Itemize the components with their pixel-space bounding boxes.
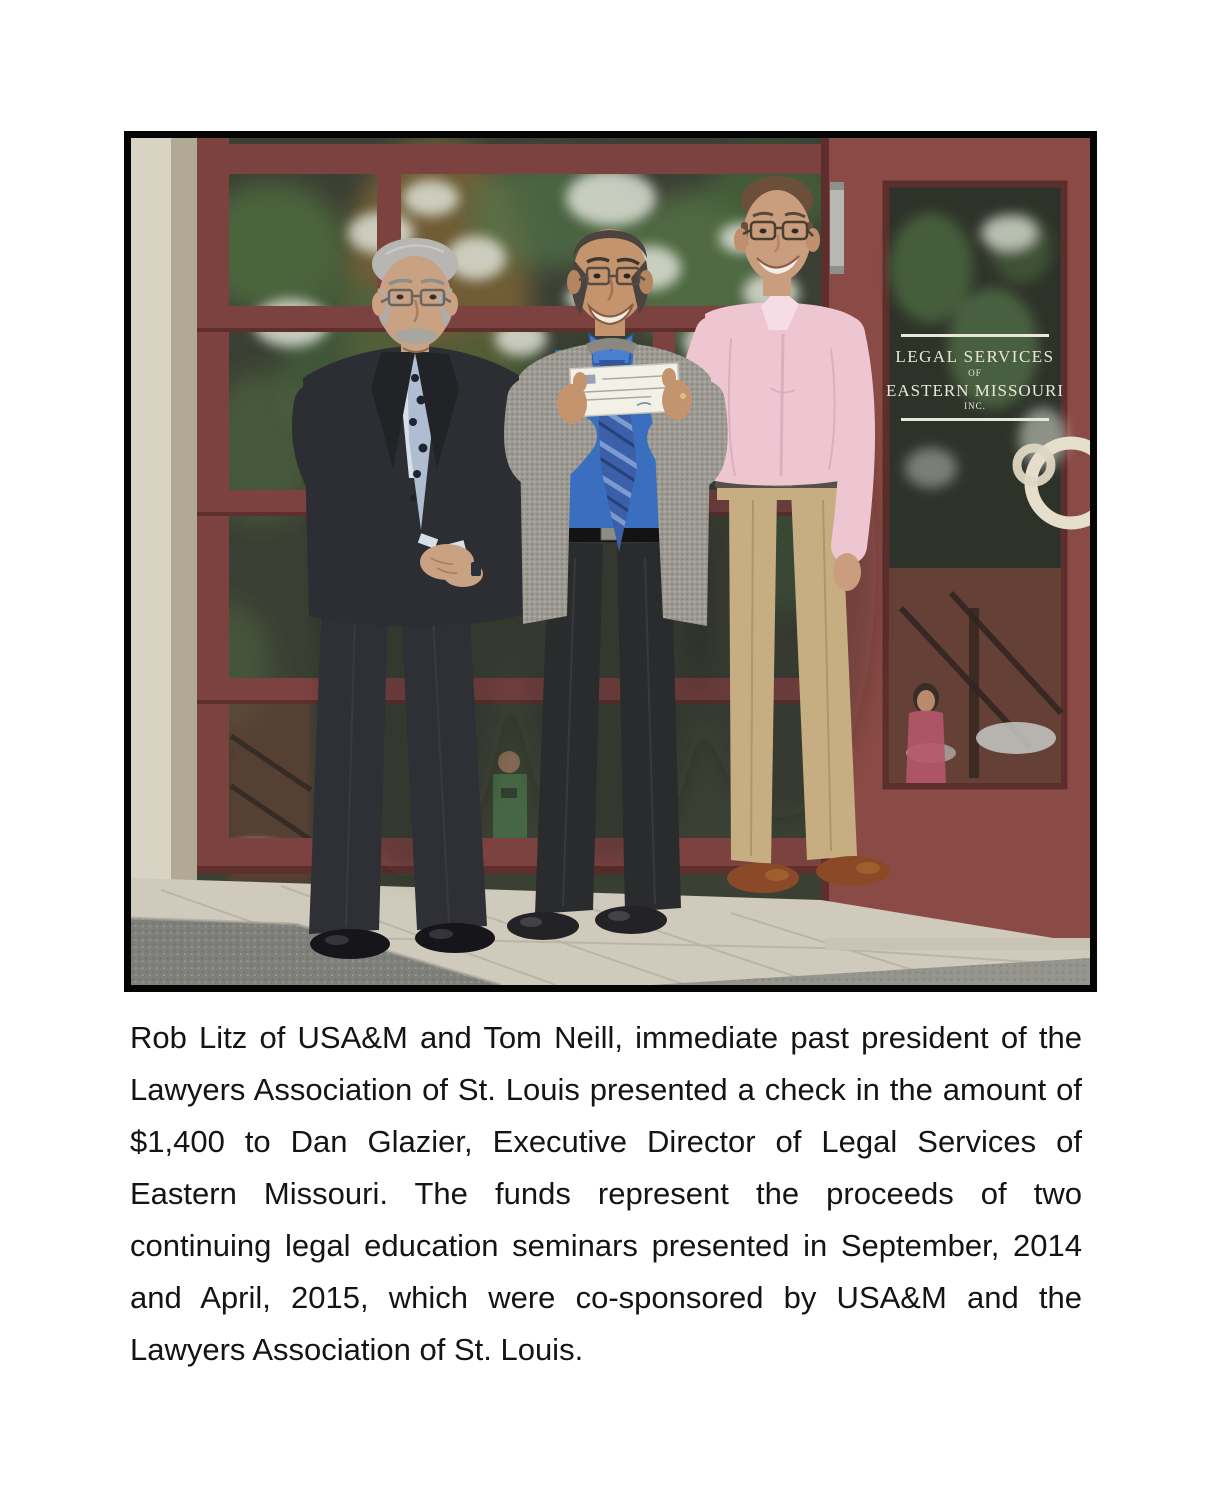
photo-caption [130, 1012, 1082, 1376]
door-hinge [830, 182, 844, 274]
door-sign-line1: LEGAL SERVICES [895, 347, 1055, 366]
door-sign-line2: OF [968, 368, 982, 378]
pillar [131, 138, 171, 920]
door-sign-line3: EASTERN MISSOURI [886, 381, 1064, 400]
man-center-head [567, 229, 653, 324]
mustache [395, 328, 437, 344]
door-sign-line4: INC. [964, 401, 986, 411]
caption-text: Rob Litz of USA&M and Tom Neill, immediate past president of the Lawyers Association of St. Louis presented a check in the amount of $1,400 to Dan Glazier, Executive Director of Legal Services of Eastern Missouri. The funds represent the proceeds of two continuing legal education seminars presented in September, 2014 and April, 2015, which were co-sponsored by USA&M and the Lawyers Association of St. Louis. [130, 1020, 1082, 1367]
photo-scene [131, 138, 1090, 985]
photo [124, 131, 1097, 992]
man-right-hand [833, 553, 861, 591]
